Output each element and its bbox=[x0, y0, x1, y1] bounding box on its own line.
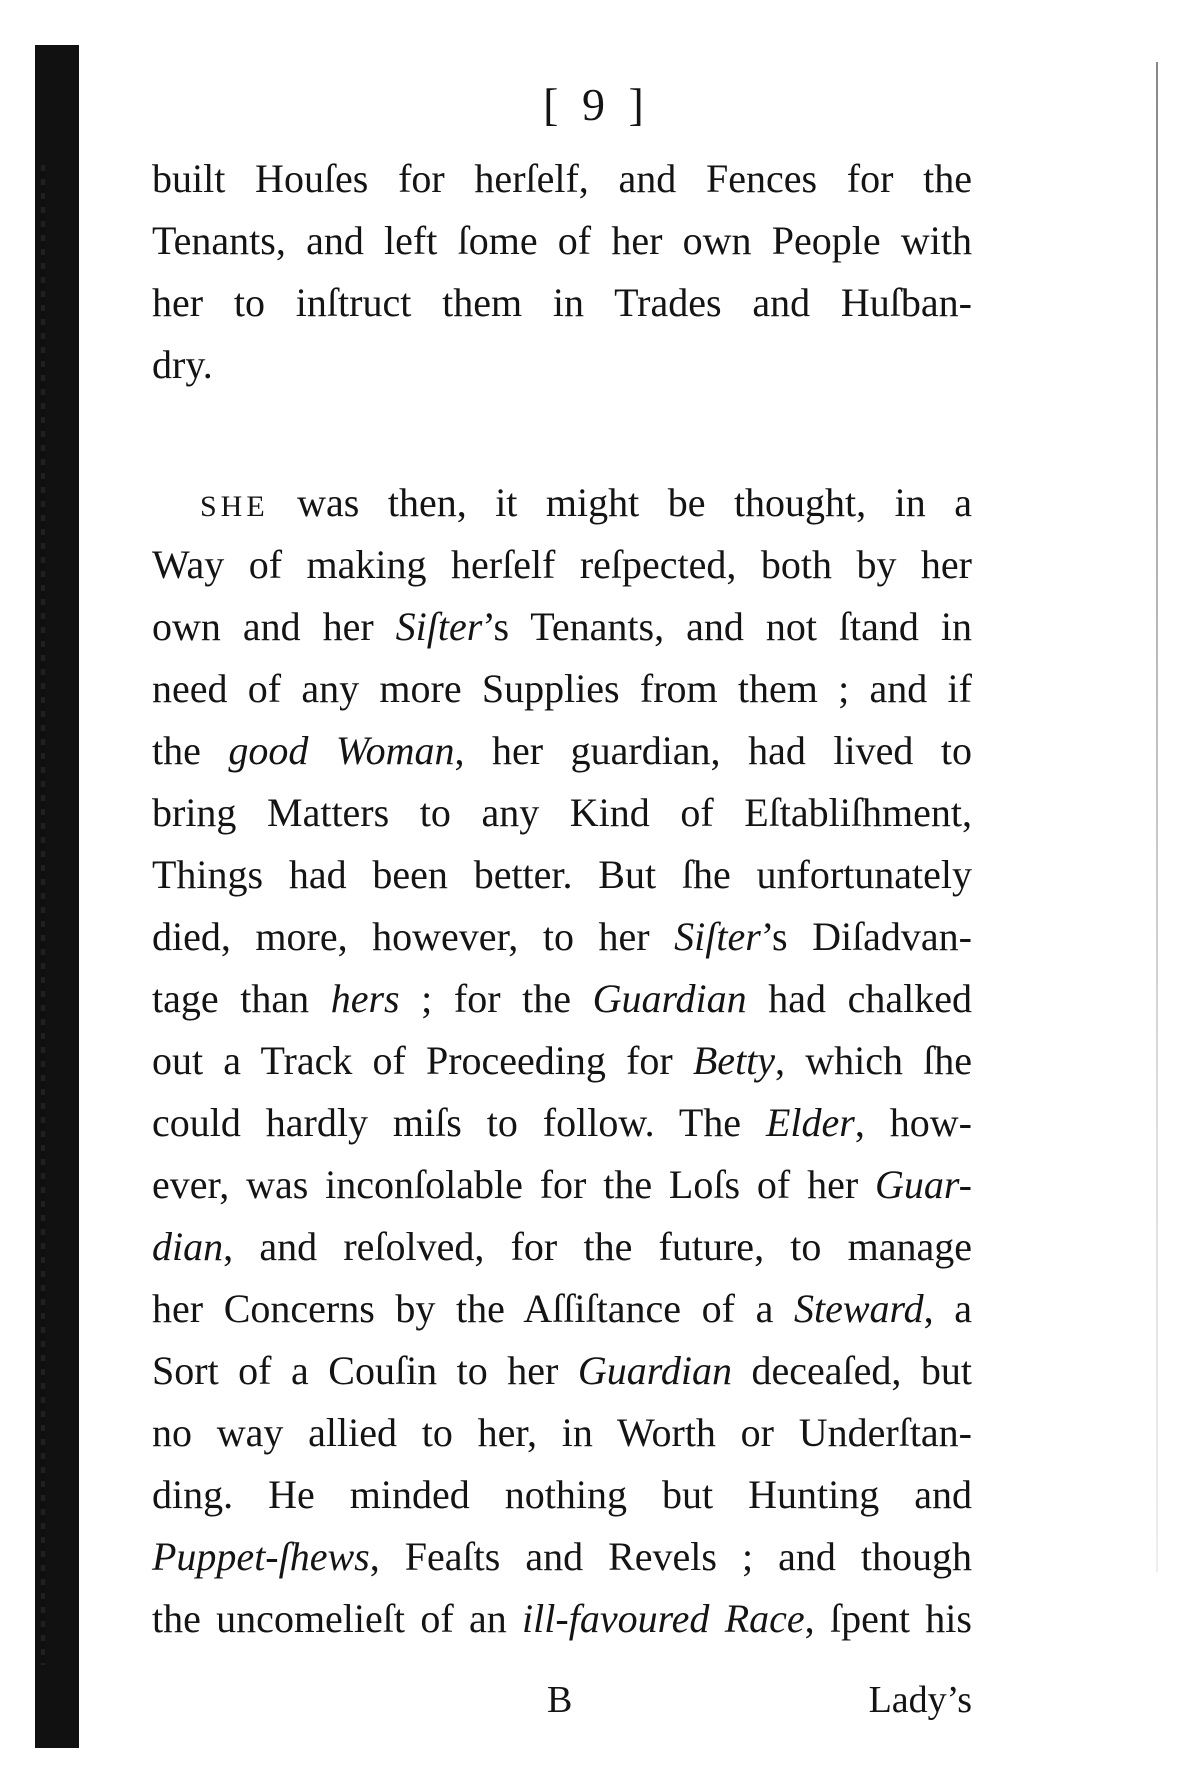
text-run: out a Track of Proceeding for bbox=[152, 1038, 693, 1083]
text-line bbox=[152, 472, 972, 534]
italic-phrase: Betty bbox=[692, 1038, 776, 1083]
text-run: could hardly miſs to follow. The bbox=[152, 1100, 766, 1145]
text-line bbox=[152, 1154, 972, 1216]
italic-phrase: Guardian bbox=[592, 976, 747, 1021]
text-line bbox=[152, 906, 972, 968]
paragraph-1 bbox=[152, 148, 972, 396]
text-line bbox=[152, 1030, 972, 1092]
text-line bbox=[152, 844, 972, 906]
text-run: died, more, however, to her bbox=[152, 914, 675, 959]
text-run: the uncomelieſt of an bbox=[152, 1596, 523, 1641]
italic-phrase: ill-favoured Race bbox=[522, 1596, 805, 1641]
text-line bbox=[152, 596, 972, 658]
text-line: built Houſes for herſelf, and Fences for the bbox=[152, 156, 972, 201]
text-run: ’s Tenants, and not ſtand in bbox=[482, 604, 973, 649]
text-line bbox=[152, 658, 972, 720]
text-run: the bbox=[152, 728, 229, 773]
text-run: ’s Diſadvan- bbox=[760, 914, 973, 959]
text-run: had chalked bbox=[746, 976, 972, 1021]
text-line bbox=[152, 1464, 972, 1526]
body-text bbox=[152, 148, 972, 1650]
text-line bbox=[152, 1216, 972, 1278]
italic-phrase: hers bbox=[330, 976, 400, 1021]
small-caps-lead: SHE bbox=[200, 490, 269, 523]
signature-mark: B bbox=[547, 1679, 573, 1721]
binding-shadow bbox=[35, 45, 79, 1748]
italic-phrase: dian bbox=[152, 1224, 224, 1269]
paragraph-2 bbox=[152, 472, 972, 1650]
text-run: , how- bbox=[854, 1100, 972, 1145]
catchword: Lady’s bbox=[868, 1679, 972, 1721]
italic-phrase: Guar- bbox=[875, 1162, 972, 1207]
text-run: Things had been better. But ſhe unfortunately bbox=[152, 852, 972, 897]
text-run: need of any more Supplies from them ; and if bbox=[152, 666, 972, 711]
italic-phrase: Siſter bbox=[674, 914, 761, 959]
italic-phrase: good Woman bbox=[228, 728, 455, 773]
text-run: was then, it might be thought, in a bbox=[268, 480, 972, 525]
text-run: , which ſhe bbox=[775, 1038, 972, 1083]
italic-phrase: Guardian bbox=[577, 1348, 732, 1393]
page-edge-line bbox=[1156, 62, 1158, 1572]
text-line bbox=[152, 1340, 972, 1402]
text-line bbox=[152, 968, 972, 1030]
text-run: her Concerns by the Aſſiſtance of a bbox=[152, 1286, 794, 1331]
text-run: no way allied to her, in Worth or Underſtan- bbox=[152, 1410, 972, 1455]
italic-phrase: Puppet-ſhews bbox=[152, 1534, 370, 1579]
text-line bbox=[152, 1092, 972, 1154]
text-line bbox=[152, 720, 972, 782]
text-run: Sort of a Couſin to her bbox=[152, 1348, 578, 1393]
text-line bbox=[152, 782, 972, 844]
text-run: , ſpent his bbox=[804, 1596, 972, 1641]
text-run: , and reſolved, for the future, to manage bbox=[223, 1224, 972, 1269]
text-line bbox=[152, 1526, 972, 1588]
page-footer bbox=[152, 1678, 972, 1734]
text-run: Way of making herſelf reſpected, both by her bbox=[152, 542, 972, 587]
italic-phrase: Elder bbox=[765, 1100, 855, 1145]
text-run: , Feaſts and Revels ; and though bbox=[369, 1534, 972, 1579]
text-run: ; for the bbox=[399, 976, 593, 1021]
text-line: her to inſtruct them in Trades and Huſban- bbox=[152, 280, 972, 325]
italic-phrase: Steward bbox=[793, 1286, 924, 1331]
text-run: ding. He minded nothing but Hunting and bbox=[152, 1472, 972, 1517]
text-line: dry. bbox=[152, 342, 213, 387]
text-line bbox=[152, 1402, 972, 1464]
text-line bbox=[152, 1588, 972, 1650]
text-line: Tenants, and left ſome of her own People with bbox=[152, 218, 972, 263]
text-run: own and her bbox=[152, 604, 396, 649]
italic-phrase: Siſter bbox=[395, 604, 483, 649]
page-number: [ 9 ] bbox=[543, 79, 650, 130]
text-line bbox=[152, 534, 972, 596]
text-run: deceaſed, but bbox=[731, 1348, 972, 1393]
text-run: ever, was inconſolable for the Loſs of her bbox=[152, 1162, 876, 1207]
text-line bbox=[152, 1278, 972, 1340]
text-run: bring Matters to any Kind of Eſtabliſhment, bbox=[152, 790, 972, 835]
text-run: , her guardian, had lived to bbox=[454, 728, 972, 773]
text-run: tage than bbox=[152, 976, 331, 1021]
text-run: , a bbox=[923, 1286, 972, 1331]
